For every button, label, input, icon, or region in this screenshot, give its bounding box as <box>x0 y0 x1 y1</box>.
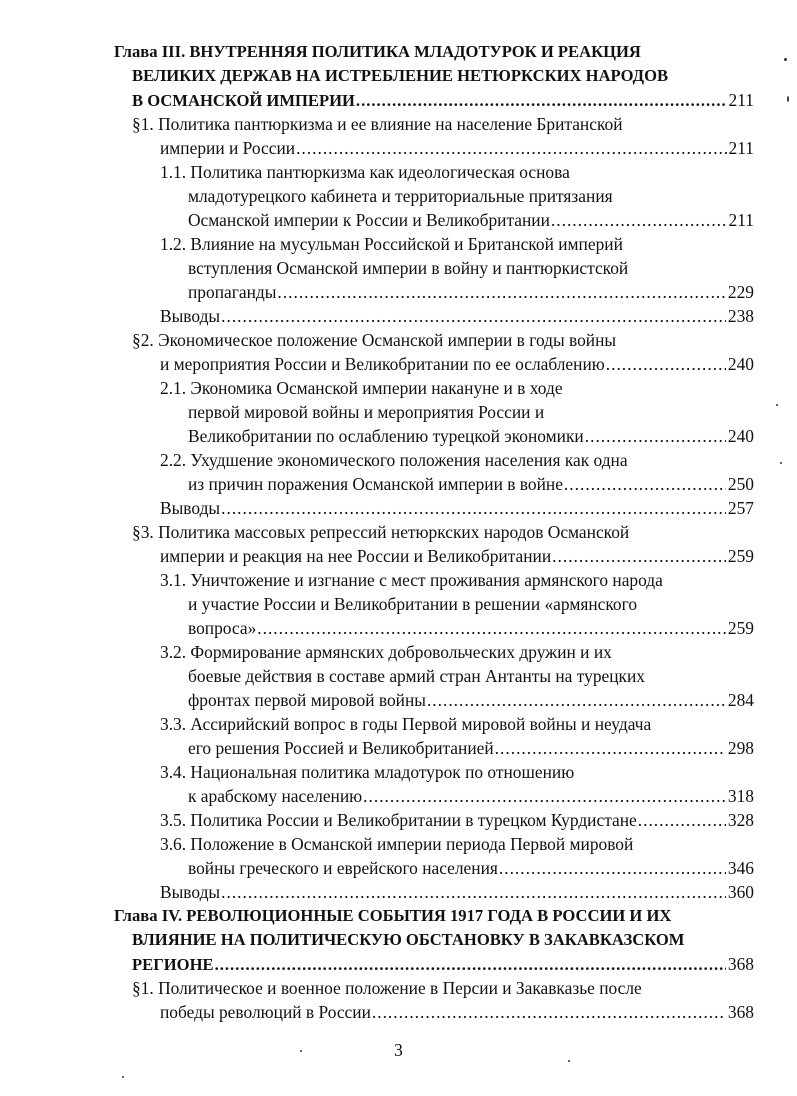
page-ref: 259 <box>727 546 754 566</box>
dot-leader <box>499 856 726 880</box>
scan-speck <box>784 58 787 61</box>
toc-line: империи и реакция на нее России и Великобритании <box>160 546 552 566</box>
page-ref: 211 <box>728 90 754 110</box>
page-ref: 240 <box>727 426 754 446</box>
dot-leader <box>551 208 727 232</box>
toc-line-last <box>160 880 754 904</box>
toc-line: и участие России и Великобритании в решении «армянского <box>188 594 638 614</box>
dot-leader <box>363 784 726 808</box>
page-ref: 211 <box>728 210 754 230</box>
toc-line: 1.2. Влияние на мусульман Российской и Британской империй <box>160 234 623 254</box>
dot-leader <box>221 880 726 904</box>
toc-line: §1. Политическое и военное положение в Персии и Закавказье после <box>132 978 642 998</box>
toc-line: 3.6. Положение в Османской империи периода Первой мировой <box>160 834 634 854</box>
toc-line: войны греческого и еврейского населения <box>188 858 498 878</box>
toc-line: победы революций в России <box>160 1002 371 1022</box>
scan-speck <box>780 462 782 464</box>
toc-line-last <box>160 496 754 520</box>
toc-line: 3.5. Политика России и Великобритании в турецком Курдистане <box>160 810 637 830</box>
toc-line-last <box>188 784 754 808</box>
dot-leader <box>427 688 726 712</box>
toc-line-last <box>160 544 754 568</box>
toc-line: ВЕЛИКИХ ДЕРЖАВ НА ИСТРЕБЛЕНИЕ НЕТЮРКСКИХ НАРОДОВ <box>132 66 669 85</box>
dot-leader <box>606 352 726 376</box>
toc-line: РЕГИОНЕ <box>132 955 214 974</box>
page-ref: 368 <box>727 1002 754 1022</box>
toc-line-last <box>188 736 754 760</box>
toc-line-last <box>188 280 754 304</box>
toc-line: первой мировой войны и мероприятия России и <box>188 402 545 422</box>
toc-line: 3.2. Формирование армянских добровольческих дружин и их <box>160 642 612 662</box>
toc-line: Великобритании по ослаблению турецкой экономики <box>188 426 584 446</box>
toc-line-last <box>160 808 754 832</box>
dot-leader <box>585 424 726 448</box>
toc-line: 1.1. Политика пантюркизма как идеологическая основа <box>160 162 570 182</box>
toc-line: младотурецкого кабинета и территориальные притязания <box>188 186 613 206</box>
toc-line: §2. Экономическое положение Османской империи в годы войны <box>132 330 617 350</box>
toc-line-last <box>188 208 754 232</box>
toc-line: к арабскому населению <box>188 786 363 806</box>
toc-line-last <box>132 952 754 976</box>
page-ref: 346 <box>727 858 754 878</box>
dot-leader <box>372 1000 726 1024</box>
scan-speck <box>122 1076 124 1078</box>
dot-leader <box>356 89 727 112</box>
toc-line: пропаганды <box>188 282 277 302</box>
dot-leader <box>215 953 726 976</box>
page-ref: 229 <box>727 282 754 302</box>
dot-leader <box>564 472 726 496</box>
toc-line-last <box>160 136 754 160</box>
toc-line-last <box>188 424 754 448</box>
dot-leader <box>495 736 726 760</box>
toc-line: 2.1. Экономика Османской империи накануне и в ходе <box>160 378 563 398</box>
page-ref: 259 <box>727 618 754 638</box>
dot-leader <box>638 808 726 832</box>
dot-leader <box>277 280 725 304</box>
toc-line: боевые действия в составе армий стран Антанты на турецких <box>188 666 645 686</box>
toc-line: вступления Османской империи в войну и пантюркистской <box>188 258 629 278</box>
toc-line: 3.3. Ассирийский вопрос в годы Первой мировой войны и неудача <box>160 714 652 734</box>
page-ref: 257 <box>727 498 754 518</box>
toc-line: из причин поражения Османской империи в войне <box>188 474 563 494</box>
scan-speck <box>776 404 778 406</box>
toc-line: 3.1. Уничтожение и изгнание с мест проживания армянского народа <box>160 570 663 590</box>
page-ref: 368 <box>727 954 754 974</box>
toc-line: ВЛИЯНИЕ НА ПОЛИТИЧЕСКУЮ ОБСТАНОВКУ В ЗАКАВКАЗСКОМ <box>132 930 685 949</box>
toc-line-last <box>188 856 754 880</box>
page-ref: 238 <box>727 306 754 326</box>
toc-line: Выводы <box>160 498 221 518</box>
page-ref: 360 <box>727 882 754 902</box>
scan-speck <box>300 1050 302 1052</box>
toc-line: империи и России <box>160 138 296 158</box>
toc-line-last <box>132 88 754 112</box>
page-ref: 328 <box>727 810 754 830</box>
page-ref: 240 <box>727 354 754 374</box>
toc-line: Выводы <box>160 306 221 326</box>
page-number: 3 <box>394 1040 403 1060</box>
toc-line-last <box>160 352 754 376</box>
dot-leader <box>552 544 726 568</box>
page-ref: 211 <box>728 138 754 158</box>
toc-line: В ОСМАНСКОЙ ИМПЕРИИ <box>132 91 355 110</box>
toc-line: 2.2. Ухудшение экономического положения населения как одна <box>160 450 628 470</box>
toc-line-last <box>160 1000 754 1024</box>
toc-line: 3.4. Национальная политика младотурок по отношению <box>160 762 575 782</box>
page-ref: 284 <box>727 690 754 710</box>
dot-leader <box>221 304 726 328</box>
dot-leader <box>257 616 726 640</box>
toc-line-last <box>188 688 754 712</box>
toc-line: его решения Россией и Великобританией <box>188 738 494 758</box>
toc-line: §1. Политика пантюркизма и ее влияние на население Британской <box>132 114 623 134</box>
toc-line-last <box>188 616 754 640</box>
toc-line: Выводы <box>160 882 221 902</box>
scan-speck <box>787 96 789 102</box>
toc-line: вопроса» <box>188 618 257 638</box>
toc-line-last <box>188 472 754 496</box>
page-ref: 250 <box>727 474 754 494</box>
page-ref: 298 <box>727 738 754 758</box>
toc-line: Глава III. ВНУТРЕННЯЯ ПОЛИТИКА МЛАДОТУРОК И РЕАКЦИЯ <box>114 42 641 61</box>
toc-line: и мероприятия России и Великобритании по ее ослаблению <box>160 354 605 374</box>
toc-line-last <box>160 304 754 328</box>
toc-line: фронтах первой мировой войны <box>188 690 426 710</box>
toc-line: Глава IV. РЕВОЛЮЦИОННЫЕ СОБЫТИЯ 1917 ГОДА В РОССИИ И ИХ <box>114 906 672 925</box>
scan-speck <box>568 1060 570 1062</box>
toc-line: §3. Политика массовых репрессий нетюркских народов Османской <box>132 522 630 542</box>
page-ref: 318 <box>727 786 754 806</box>
dot-leader <box>221 496 726 520</box>
toc-line: Османской империи к России и Великобритании <box>188 210 550 230</box>
dot-leader <box>296 136 726 160</box>
